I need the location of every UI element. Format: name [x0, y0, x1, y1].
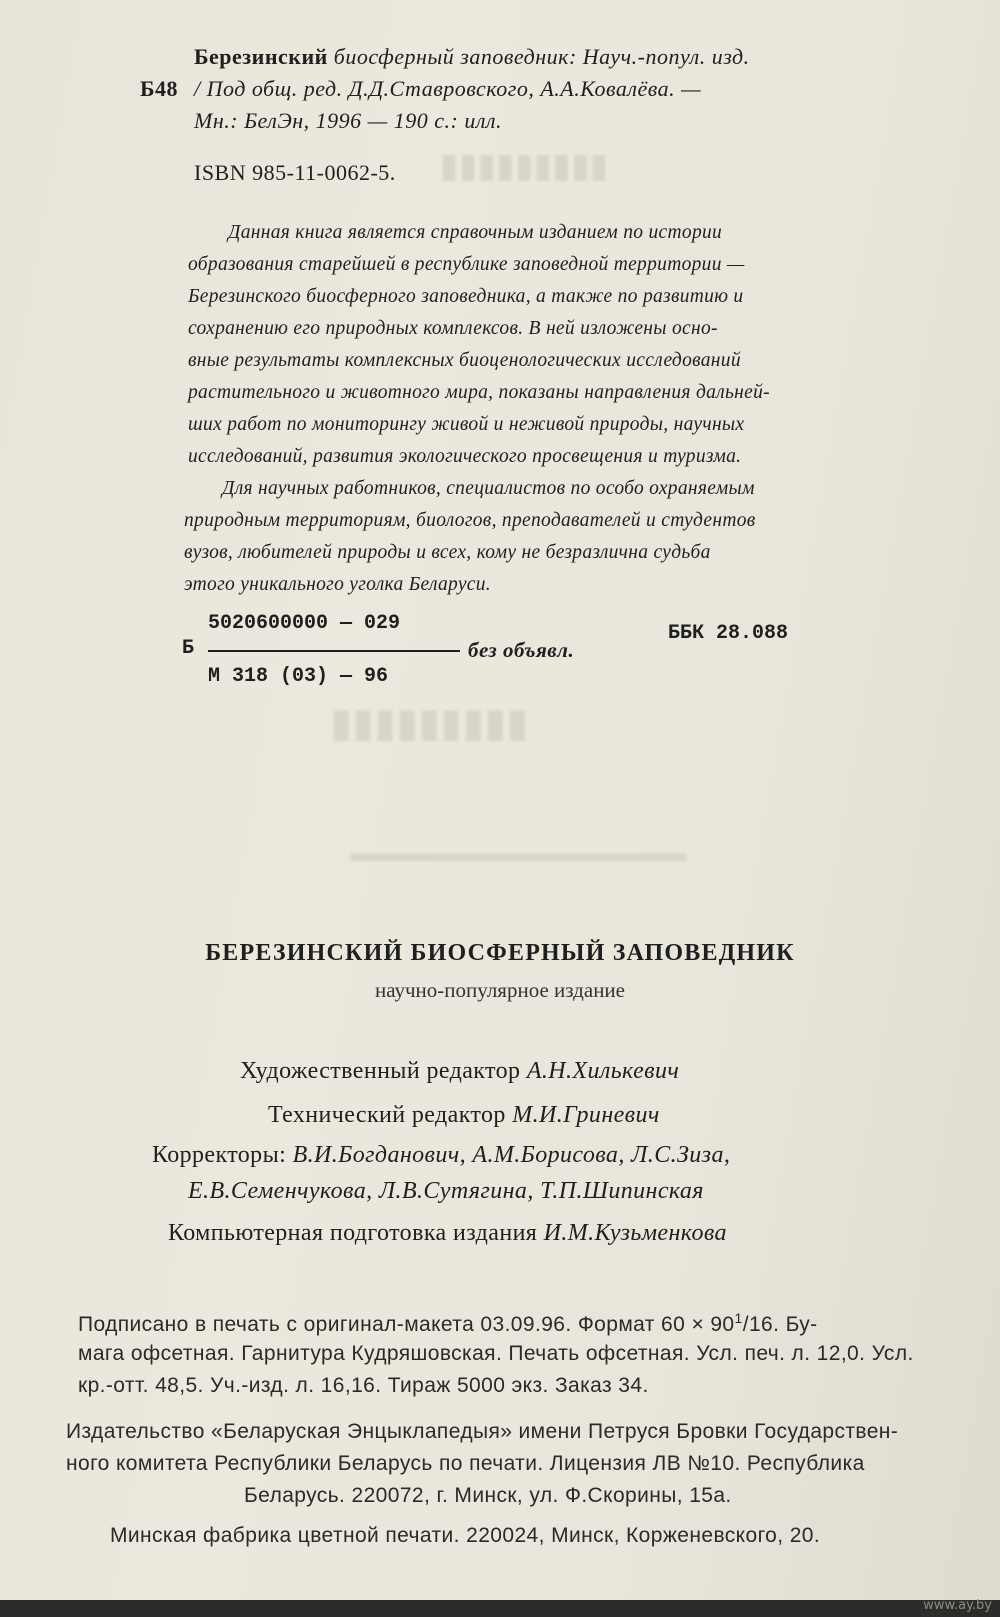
- art-editor-name: А.Н.Хилькевич: [526, 1058, 680, 1084]
- imprint-line-2: мага офсетная. Гарнитура Кудряшовская. Печать офсетная. Усл. печ. л. 12,0. Усл.: [78, 1342, 914, 1365]
- layout-credit: [168, 1220, 727, 1247]
- bibliography-line-1: [194, 44, 750, 70]
- site-watermark: www.ay.by: [923, 1598, 992, 1613]
- proofreaders-names-2: Е.В.Семенчукова, Л.В.Сутягина, Т.П.Шипинская: [188, 1178, 704, 1204]
- catalog-letter: Б: [182, 637, 195, 660]
- book-title-short: Березинский: [194, 44, 328, 69]
- annotation-line: исследований, развития экологического просвещения и туризма.: [188, 446, 742, 467]
- annotation-line: этого уникального уголка Беларуси.: [184, 574, 491, 595]
- format-fraction-numerator: 1: [734, 1310, 743, 1326]
- annotation-line: Березинского биосферного заповедника, а также по развитию и: [188, 286, 744, 307]
- annotation-line: растительного и животного мира, показаны направления дальней-: [188, 382, 770, 403]
- proofreaders-line-1: [152, 1142, 730, 1169]
- imprint-line-1: [78, 1310, 818, 1337]
- book-subtitle: научно-популярное издание: [374, 978, 625, 1002]
- catalog-top-code: 5020600000 — 029: [208, 612, 401, 635]
- page-bottom-edge: [0, 1600, 1000, 1617]
- catalog-bottom-code: М 318 (03) — 96: [208, 665, 389, 688]
- catalog-note: без объявл.: [468, 638, 575, 662]
- art-editor-label: Художественный редактор: [240, 1058, 521, 1084]
- tech-editor-label: Технический редактор: [268, 1102, 506, 1128]
- proofreaders-label: Корректоры:: [152, 1142, 287, 1168]
- publisher-line-3: Беларусь. 220072, г. Минск, ул. Ф.Скорины, 15а.: [244, 1484, 732, 1507]
- imprint-line-3: кр.-отт. 48,5. Уч.-изд. л. 16,16. Тираж 5000 экз. Заказ 34.: [78, 1374, 649, 1397]
- layout-label: Компьютерная подготовка издания: [168, 1220, 538, 1246]
- annotation-line: природным территориям, биологов, преподавателей и студентов: [184, 510, 756, 531]
- bibliography-line-2: / Под общ. ред. Д.Д.Ставровского, А.А.Ковалёва. —: [194, 76, 702, 101]
- classmark: Б48: [140, 76, 179, 101]
- annotation-line: образования старейшей в республике заповедной территории —: [188, 254, 745, 275]
- isbn: ISBN 985-11-0062-5.: [194, 160, 396, 185]
- annotation-line: вузов, любителей природы и всех, кому не безразлична судьба: [184, 542, 711, 563]
- showthrough-decoration: ▮▮▮▮▮▮▮▮▮: [440, 151, 609, 189]
- annotation-line: вные результаты комплексных биоценологических исследований: [188, 350, 741, 371]
- showthrough-decoration: ▬▬▬▬▬▬▬▬▬▬▬▬▬▬: [350, 840, 686, 867]
- catalog-fraction-rule: [208, 650, 460, 652]
- imprint-signed: Подписано в печать с оригинал-макета 03.09.96. Формат 60 × 90: [78, 1313, 735, 1336]
- showthrough-decoration: ▮▮▮▮▮▮▮▮▮: [330, 701, 529, 745]
- annotation-line: Данная книга является справочным изданием по истории: [228, 222, 723, 243]
- bbk-code: ББК 28.088: [668, 622, 789, 645]
- tech-editor-name: М.И.Гриневич: [512, 1102, 660, 1128]
- annotation-line: сохранению его природных комплексов. В ней изложены осно-: [188, 318, 718, 339]
- layout-name: И.М.Кузьменкова: [543, 1220, 727, 1246]
- publisher-line-1: Издательство «Беларуская Энцыклапедыя» имени Петруся Бровки Государствен-: [66, 1420, 899, 1443]
- tech-editor: [268, 1102, 660, 1129]
- printer-line: Минская фабрика цветной печати. 220024, Минск, Корженевского, 20.: [110, 1524, 821, 1547]
- annotation-line: Для научных работников, специалистов по особо охраняемым: [222, 478, 755, 499]
- bibliography-line-3: Мн.: БелЭн, 1996 — 190 с.: илл.: [194, 108, 503, 133]
- bibliography-title-rest: биосферный заповедник: Науч.-попул. изд.: [333, 44, 750, 69]
- annotation-line: ших работ по мониторингу живой и неживой природы, научных: [188, 414, 745, 435]
- book-title: БЕРЕЗИНСКИЙ БИОСФЕРНЫЙ ЗАПОВЕДНИК: [205, 940, 795, 966]
- art-editor: [240, 1058, 679, 1085]
- proofreaders-names-1: В.И.Богданович, А.М.Борисова, Л.С.Зиза,: [292, 1142, 731, 1168]
- publisher-line-2: ного комитета Республики Беларусь по печати. Лицензия ЛВ №10. Республика: [66, 1452, 865, 1475]
- imprint-line-1-end: /16. Бу-: [742, 1313, 818, 1336]
